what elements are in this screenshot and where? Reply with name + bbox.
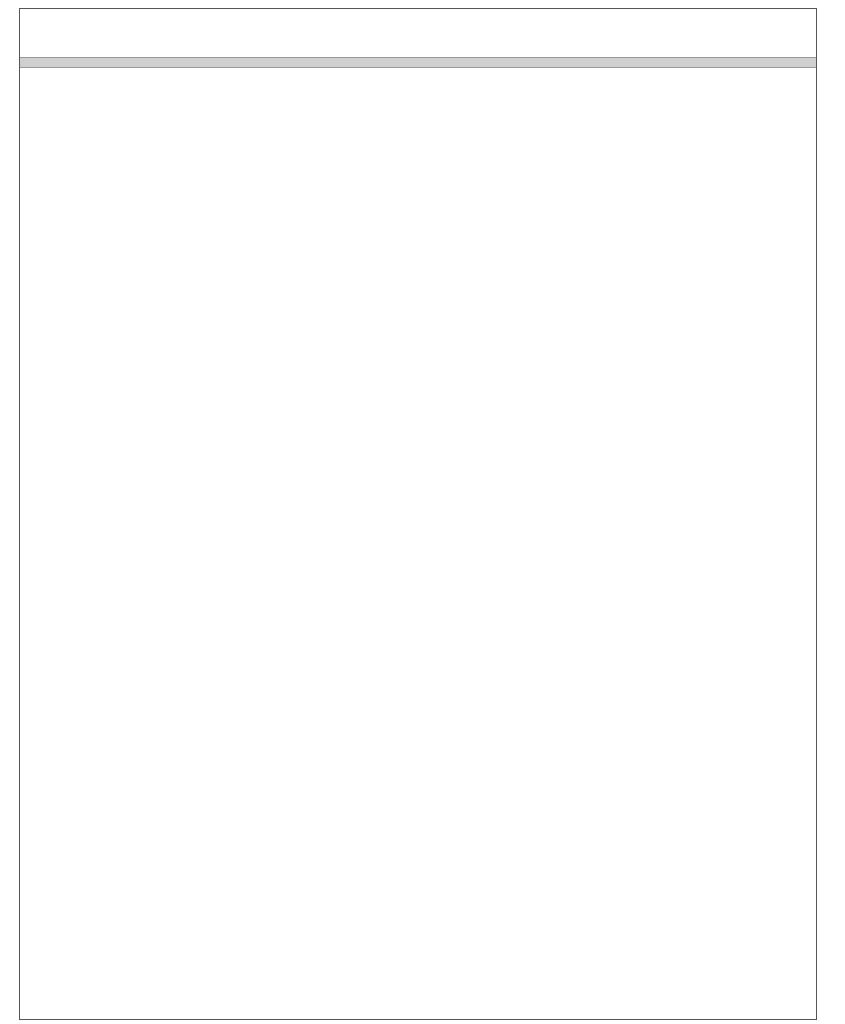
days-banner: [20, 57, 816, 68]
timetable-sheet: [19, 8, 817, 1020]
page-title: [20, 9, 816, 13]
header: [20, 9, 816, 57]
